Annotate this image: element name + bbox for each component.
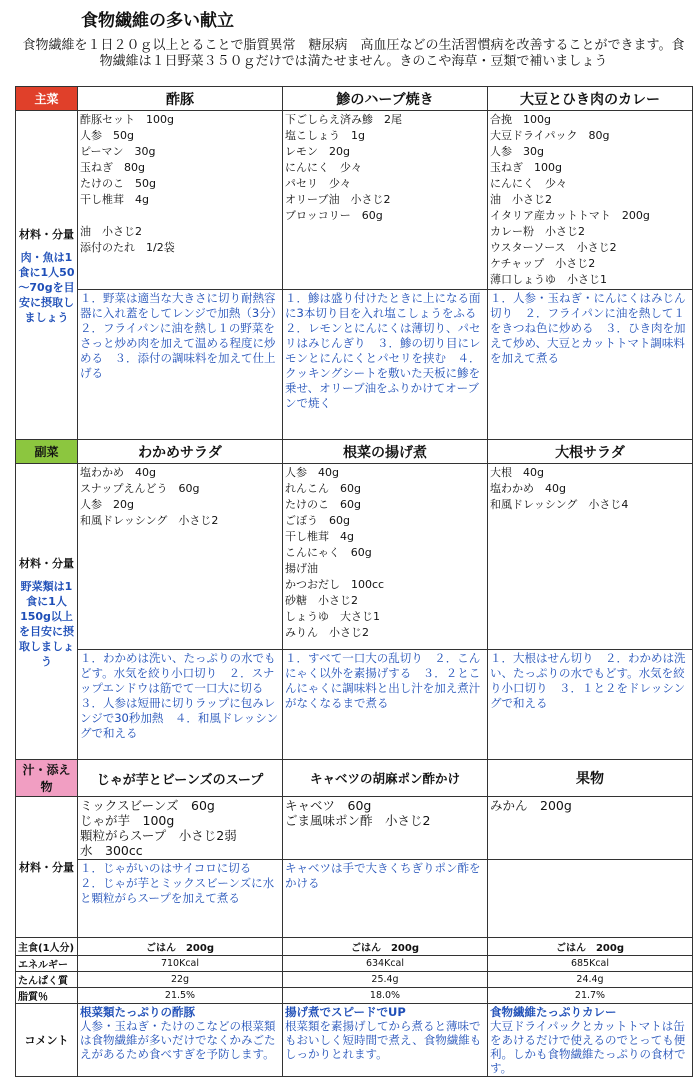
comment-label: コメント: [16, 1004, 78, 1077]
ingredient-item: 顆粒がらスープ 小さじ2弱: [80, 828, 237, 843]
ingredient-item: オリーブ油 小さじ2: [285, 193, 391, 206]
ingredient-item: ごぼう 60g: [285, 514, 350, 527]
ingredient-item: イタリア産カットトマト 200g: [490, 209, 650, 222]
ingredient-item: パセリ 少々: [285, 177, 351, 190]
ingredient-item: 添付のたれ 1/2袋: [80, 241, 175, 254]
rice-row: [16, 938, 693, 956]
dish-name: わかめサラダ: [78, 440, 283, 464]
soup-steps-row: [16, 860, 693, 938]
ingredient-item: れんこん 60g: [285, 482, 361, 495]
ingredient-item: しょうゆ 大さじ1: [285, 610, 380, 623]
ingredient-item: こんにゃく 60g: [285, 546, 372, 559]
ingredient-list: [488, 111, 693, 290]
energy-label: エネルギー: [16, 956, 78, 972]
category-side: 副菜: [16, 440, 78, 464]
recipe-steps: [488, 860, 693, 938]
ingredient-item: 塩こしょう 1g: [285, 129, 365, 142]
ingredient-item: カレー粉 小さじ2: [490, 225, 585, 238]
ingredient-item: 水 300cc: [80, 843, 143, 858]
ingredient-item: [80, 208, 280, 224]
ingredient-item: 玉ねぎ 100g: [490, 161, 562, 174]
energy-row: [16, 956, 693, 972]
fat-row: [16, 988, 693, 1004]
ingredient-item: 合挽 100g: [490, 113, 551, 126]
recipe-steps: １．鯵は盛り付けたときに上になる面に3本切り目を入れ塩こしょうをふる ２．レモンとにんにくは薄切り、パセリはみじんぎり ３．鯵の切り目にレモンとにんにくとパセリを挟む ４．クッキングシートを敷いた天板に鯵を乗せ、オリーブ油をふりかけてオーブンで焼く: [283, 290, 488, 440]
fat-value: 21.5%: [78, 988, 283, 1004]
ingredients-label: 材料・分量: [19, 227, 74, 241]
ingredient-item: にんにく 少々: [490, 177, 567, 190]
ingredient-item: ブロッコリー 60g: [285, 209, 383, 222]
ingredient-list: [283, 111, 488, 290]
ingredient-item: 塩わかめ 40g: [80, 466, 156, 479]
ingredient-item: たけのこ 60g: [285, 498, 361, 511]
ingredient-item: 薄口しょうゆ 小さじ1: [490, 273, 607, 286]
ingredient-list: [78, 111, 283, 290]
side-header-row: [16, 440, 693, 464]
ingredient-item: キャベツ 60g: [285, 798, 372, 813]
protein-value: 24.4g: [488, 972, 693, 988]
ingredient-item: レモン 20g: [285, 145, 350, 158]
ingredient-list: [488, 464, 693, 650]
dish-name: 大根サラダ: [488, 440, 693, 464]
main-guide-text: 肉・魚は1食に1人50～70gを目安に摂取しましょう: [18, 250, 75, 324]
side-label-cell: [16, 464, 78, 760]
ingredient-list: [78, 797, 283, 860]
intro-text: 食物繊維を１日２０ｇ以上とることで脂質異常 糖尿病 高血圧などの生活習慣病を改善することができます。食物繊維は１日野菜３５０ｇだけでは満たせません。きのこや海草・豆類で補いましょう: [22, 38, 685, 69]
energy-value: 685Kcal: [488, 956, 693, 972]
ingredient-list: [78, 464, 283, 650]
soup-header-row: [16, 760, 693, 797]
soup-ingredients-row: [16, 797, 693, 860]
side-steps-row: [16, 650, 693, 760]
recipe-steps: １．大根はせん切り ２．わかめは洗い、たっぷりの水でもどす。水気を絞り小口切り ３．１と２をドレッシングで和える: [488, 650, 693, 760]
comment-cell: [283, 1004, 488, 1077]
ingredient-item: ミックスビーンズ 60g: [80, 798, 215, 813]
ingredient-item: 和風ドレッシング 小さじ4: [490, 498, 629, 511]
dish-name: じゃが芋とビーンズのスープ: [78, 760, 283, 797]
recipe-steps: １．野菜は適当な大きさに切り耐熱容器に入れ蓋をしてレンジで加熱（3分） ２．フライパンに油を熱し１の野菜をさっと炒め肉を加えて温める程度に炒める ３．添付の調味料を加えて仕上げる: [78, 290, 283, 440]
main-label-cell: [16, 111, 78, 440]
ingredient-item: 砂糖 小さじ2: [285, 594, 358, 607]
main-steps-row: [16, 290, 693, 440]
ingredient-item: 玉ねぎ 80g: [80, 161, 145, 174]
ingredient-item: 油 小さじ2: [490, 193, 552, 206]
ingredient-item: 酢豚セット 100g: [80, 113, 174, 126]
comment-row: [16, 1004, 693, 1077]
recipe-steps: キャベツは手で大きくちぎりポン酢をかける: [283, 860, 488, 938]
ingredient-item: 大豆ドライパック 80g: [490, 129, 610, 142]
dish-name: 大豆とひき肉のカレー: [488, 87, 693, 111]
ingredient-item: 人参 20g: [80, 498, 134, 511]
ingredients-label: 材料・分量: [19, 861, 74, 874]
ingredient-item: にんにく 少々: [285, 161, 362, 174]
ingredient-item: たけのこ 50g: [80, 177, 156, 190]
ingredient-item: 塩わかめ 40g: [490, 482, 566, 495]
ingredient-item: 干し椎茸 4g: [80, 193, 149, 206]
ingredient-list: [283, 464, 488, 650]
ingredient-item: ケチャップ 小さじ2: [490, 257, 596, 270]
ingredient-item: 人参 40g: [285, 466, 339, 479]
comment-body: 大豆ドライパックとカットトマトは缶をあけるだけで使えるのでとっても便利。しかも食物繊維たっぷりの食材です。: [490, 1019, 686, 1075]
recipe-steps: １．じゃがいのはサイコロに切る ２．じゃが芋とミックスビーンズに水と顆粒がらスープを加えて煮る: [78, 860, 283, 938]
ingredient-list: [488, 797, 693, 860]
ingredient-item: じゃが芋 100g: [80, 813, 175, 828]
dish-name: キャベツの胡麻ポン酢かけ: [283, 760, 488, 797]
dish-name: 酢豚: [78, 87, 283, 111]
fat-value: 21.7%: [488, 988, 693, 1004]
recipe-steps: １．わかめは洗い、たっぷりの水でもどす。水気を絞り小口切り ２．スナップエンドウは筋でて一口大に切る ３．人参は短冊に切りラップに包みレンジで30秒加熱 ４．和風ドレッシングで和える: [78, 650, 283, 760]
ingredients-label: 材料・分量: [19, 556, 74, 570]
protein-row: [16, 972, 693, 988]
ingredient-item: スナップえんどう 60g: [80, 482, 200, 495]
comment-cell: [488, 1004, 693, 1077]
soup-label-cell: [16, 797, 78, 938]
comment-body: 根菜類を素揚げしてから煮ると薄味でもおいしく短時間で煮え、食物繊維もしっかりとれます。: [285, 1019, 482, 1061]
ingredient-list: [283, 797, 488, 860]
recipe-steps: １．すべて一口大の乱切り ２．こんにゃく以外を素揚げする ３．２とこんにゃくに調味料と出し汁を加え煮汁がなくなるまで煮る: [283, 650, 488, 760]
ingredient-item: 下ごしらえ済み鯵 2尾: [285, 113, 402, 126]
ingredient-item: 和風ドレッシング 小さじ2: [80, 514, 219, 527]
energy-value: 710Kcal: [78, 956, 283, 972]
side-ingredients-row: [16, 464, 693, 650]
main-header-row: [16, 87, 693, 111]
energy-value: 634Kcal: [283, 956, 488, 972]
fat-value: 18.0%: [283, 988, 488, 1004]
comment-body: 人参・玉ねぎ・たけのこなどの根菜類は食物繊維が多いだけでなくかみごたえがあるため食べすぎを予防します。: [80, 1019, 276, 1061]
ingredient-item: みりん 小さじ2: [285, 626, 369, 639]
ingredient-item: 人参 50g: [80, 129, 134, 142]
ingredient-item: 油 小さじ2: [80, 225, 142, 238]
dish-name: 果物: [488, 760, 693, 797]
ingredient-item: かつおだし 100cc: [285, 578, 385, 591]
ingredient-item: 揚げ油: [285, 562, 318, 575]
rice-value: ごはん 200g: [78, 938, 283, 956]
comment-cell: [78, 1004, 283, 1077]
ingredient-item: 干し椎茸 4g: [285, 530, 354, 543]
comment-title: 食物繊維たっぷりカレー: [490, 1005, 617, 1019]
recipe-steps: １．人参・玉ねぎ・にんにくはみじん切り ２．フライパンに油を熱して１をきつね色に炒める ３．ひき肉を加えて炒め、大豆とカットトマト調味料を加えて煮る: [488, 290, 693, 440]
page-title: 食物繊維の多い献立: [81, 11, 234, 31]
ingredient-item: 大根 40g: [490, 466, 544, 479]
dish-name: 鯵のハーブ焼き: [283, 87, 488, 111]
comment-title: 揚げ煮でスピードでUP: [285, 1005, 406, 1019]
fat-label: 脂質％: [16, 988, 78, 1004]
category-soup: 汁・添え物: [16, 760, 78, 797]
rice-label: 主食(1人分): [16, 938, 78, 956]
menu-table: [15, 86, 693, 1077]
category-main: 主菜: [16, 87, 78, 111]
side-guide-text: 野菜類は1食に1人150g以上を目安に摂取しましょう: [19, 579, 74, 668]
protein-value: 22g: [78, 972, 283, 988]
main-ingredients-row: [16, 111, 693, 290]
comment-title: 根菜類たっぷりの酢豚: [80, 1005, 195, 1019]
protein-label: たんぱく質: [16, 972, 78, 988]
ingredient-item: 人参 30g: [490, 145, 544, 158]
dish-name: 根菜の揚げ煮: [283, 440, 488, 464]
ingredient-item: ウスターソース 小さじ2: [490, 241, 617, 254]
ingredient-item: ごま風味ポン酢 小さじ2: [285, 813, 431, 828]
rice-value: ごはん 200g: [283, 938, 488, 956]
protein-value: 25.4g: [283, 972, 488, 988]
rice-value: ごはん 200g: [488, 938, 693, 956]
ingredient-item: ピーマン 30g: [80, 145, 156, 158]
ingredient-item: みかん 200g: [490, 798, 572, 813]
